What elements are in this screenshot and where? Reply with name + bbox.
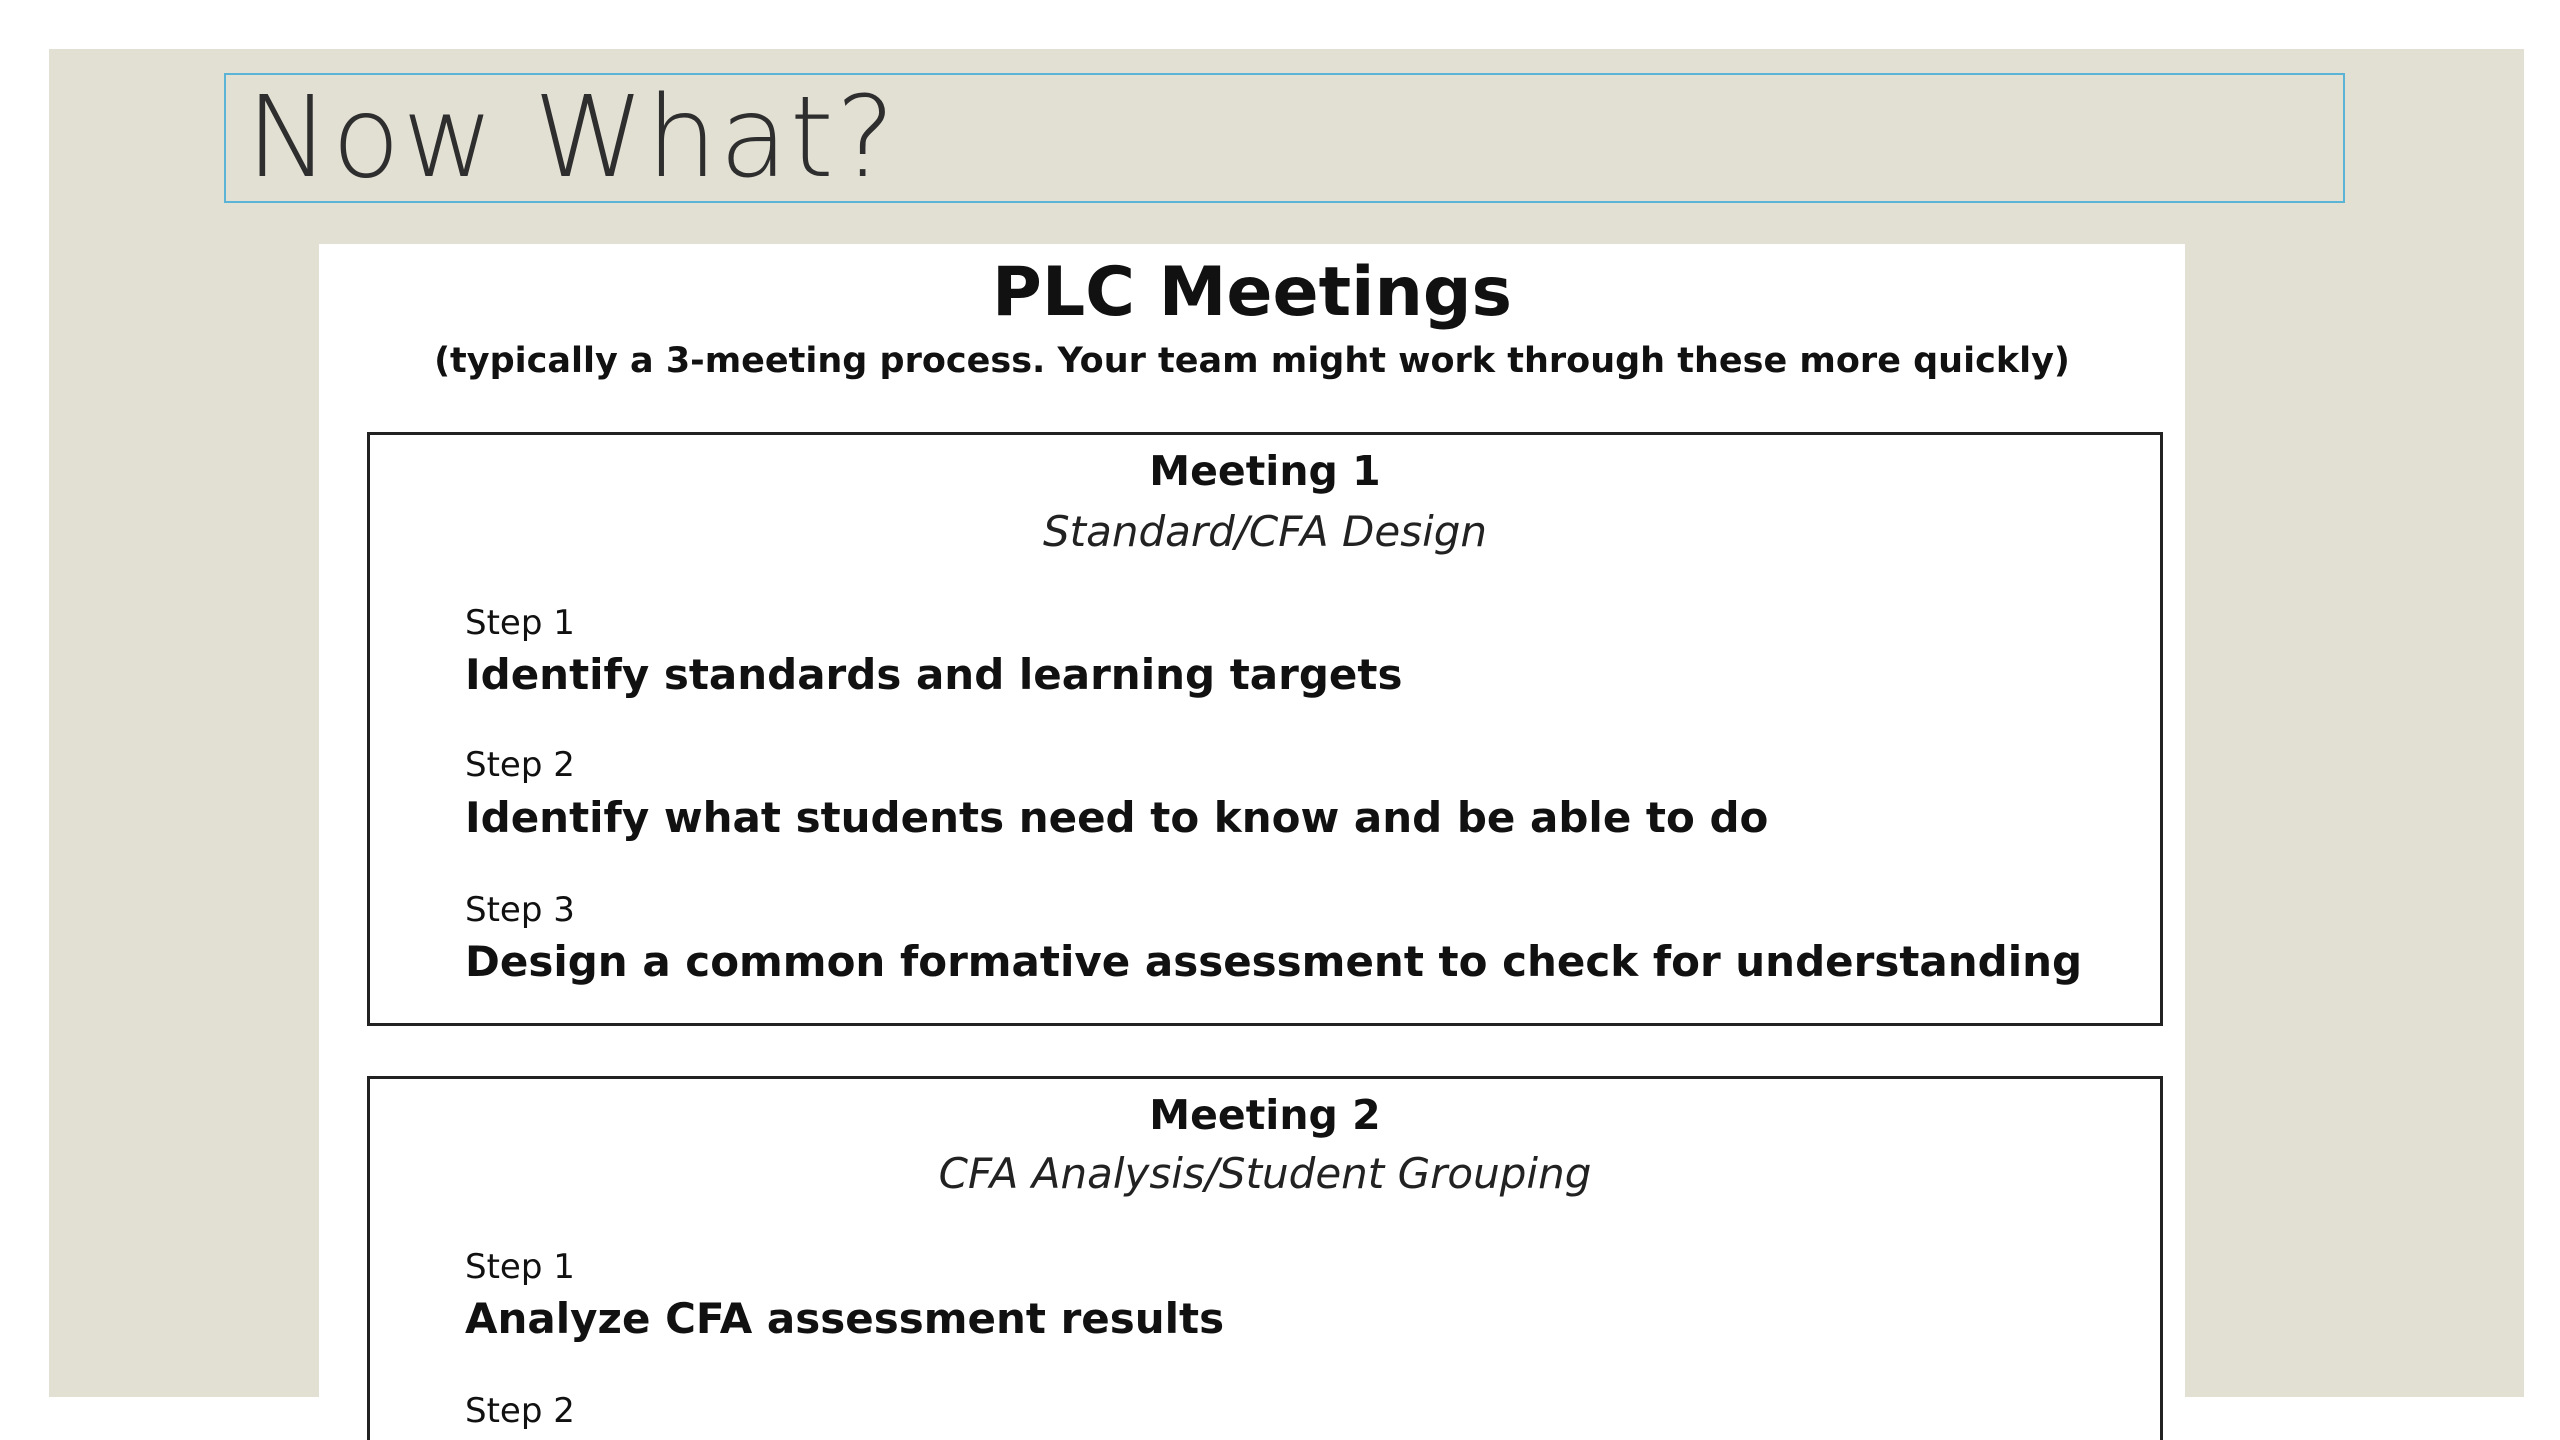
- meeting-2-heading: Meeting 2: [1149, 1091, 1381, 1139]
- meeting-2-box: [367, 1076, 2163, 1440]
- meeting-2-step-1-label: Step 1: [465, 1247, 575, 1287]
- meeting-1-heading: Meeting 1: [1149, 447, 1381, 495]
- meeting-1-subheading: Standard/CFA Design: [1042, 507, 1488, 556]
- document-subtitle: (typically a 3-meeting process. Your team might work through these more quickly): [434, 341, 2070, 381]
- slide-title-placeholder[interactable]: [224, 73, 2345, 203]
- meeting-1-step-2-text: Identify what students need to know and be able to do: [465, 793, 1769, 842]
- meeting-2-step-1-text: Analyze CFA assessment results: [465, 1294, 1225, 1343]
- meeting-1-box: [367, 432, 2163, 1026]
- meeting-1-step-3-text: Design a common formative assessment to check for understanding: [465, 937, 2083, 986]
- meeting-1-step-1-text: Identify standards and learning targets: [465, 650, 1403, 699]
- embedded-document[interactable]: [319, 244, 2185, 1440]
- meeting-1-step-2-label: Step 2: [465, 745, 575, 785]
- document-title: PLC Meetings: [991, 253, 1513, 332]
- slide-title: Now What?: [246, 73, 898, 203]
- meeting-1-step-3-label: Step 3: [465, 890, 575, 930]
- meeting-2-step-2-label: Step 2: [465, 1391, 575, 1431]
- meeting-1-step-1-label: Step 1: [465, 603, 575, 643]
- meeting-2-subheading: CFA Analysis/Student Grouping: [938, 1149, 1592, 1198]
